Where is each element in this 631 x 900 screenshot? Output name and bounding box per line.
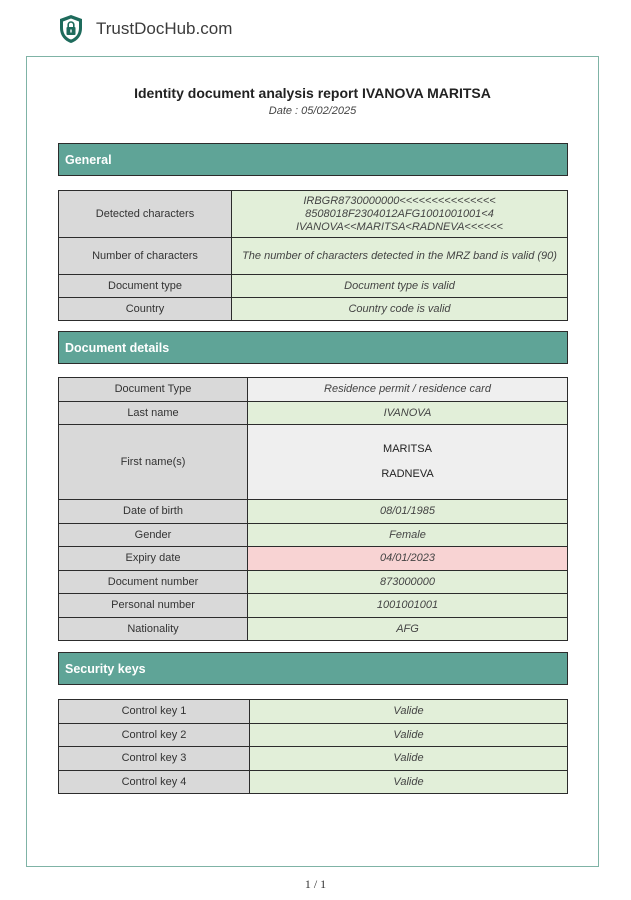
row-value: Document type is valid — [232, 275, 568, 298]
row-label: Expiry date — [59, 547, 248, 571]
mrz-value — [232, 191, 568, 238]
report-page — [26, 56, 599, 867]
table-row — [59, 724, 568, 747]
row-value: 873000000 — [248, 571, 568, 594]
table-row — [59, 500, 568, 524]
first-names-value — [248, 425, 568, 500]
table-row — [59, 571, 568, 594]
first-name: MARITSA — [383, 443, 432, 455]
brand-name[interactable]: TrustDocHub.com — [96, 19, 233, 38]
table-row — [59, 700, 568, 724]
table-row — [59, 378, 568, 402]
section-general-heading: General — [58, 143, 568, 176]
row-value: Valide — [250, 700, 568, 724]
row-label: Document type — [59, 275, 232, 298]
table-row — [59, 238, 568, 275]
details-table — [58, 377, 568, 641]
row-label: Gender — [59, 524, 248, 547]
general-table — [58, 190, 568, 321]
report-date: Date : 05/02/2025 — [268, 105, 357, 117]
table-row — [59, 771, 568, 794]
table-row — [59, 298, 568, 321]
table-row — [59, 547, 568, 571]
row-value: Residence permit / residence card — [248, 378, 568, 402]
row-label: Last name — [59, 402, 248, 425]
row-value: IVANOVA — [248, 402, 568, 425]
row-label: Nationality — [59, 618, 248, 641]
mrz-line: 8508018F2304012AFG1001001001<4 — [305, 207, 494, 220]
row-label: First name(s) — [59, 425, 248, 500]
row-label: Control key 2 — [59, 724, 250, 747]
brand-header — [58, 14, 232, 44]
row-label: Number of characters — [59, 238, 232, 275]
table-row — [59, 425, 568, 500]
shield-lock-icon — [58, 14, 84, 44]
row-value: Valide — [250, 747, 568, 771]
page-number: 1 / 1 — [304, 877, 327, 891]
row-value: AFG — [248, 618, 568, 641]
mrz-line: IVANOVA<<MARITSA<RADNEVA<<<<<< — [296, 220, 503, 233]
table-row — [59, 275, 568, 298]
section-details-heading: Document details — [58, 331, 568, 364]
expiry-value-invalid: 04/01/2023 — [248, 547, 568, 571]
row-label: Personal number — [59, 594, 248, 618]
row-label: Control key 3 — [59, 747, 250, 771]
row-value: Country code is valid — [232, 298, 568, 321]
table-row — [59, 618, 568, 641]
section-security-heading: Security keys — [58, 652, 568, 685]
table-row — [59, 594, 568, 618]
mrz-line: IRBGR8730000000<<<<<<<<<<<<<<< — [303, 194, 496, 207]
table-row — [59, 747, 568, 771]
row-label: Document number — [59, 571, 248, 594]
table-row — [59, 524, 568, 547]
first-name: RADNEVA — [381, 468, 434, 480]
row-label: Date of birth — [59, 500, 248, 524]
row-value: Valide — [250, 771, 568, 794]
row-value: Female — [248, 524, 568, 547]
row-label: Control key 1 — [59, 700, 250, 724]
report-title: Identity document analysis report IVANOVA MARITSA — [134, 85, 491, 101]
row-value: 08/01/1985 — [248, 500, 568, 524]
row-label: Control key 4 — [59, 771, 250, 794]
row-label: Document Type — [59, 378, 248, 402]
row-value: Valide — [250, 724, 568, 747]
table-row — [59, 191, 568, 238]
security-table — [58, 699, 568, 794]
row-value: The number of characters detected in the MRZ band is valid (90) — [232, 238, 568, 275]
row-label: Country — [59, 298, 232, 321]
row-value: 1001001001 — [248, 594, 568, 618]
table-row — [59, 402, 568, 425]
row-label: Detected characters — [59, 191, 232, 238]
